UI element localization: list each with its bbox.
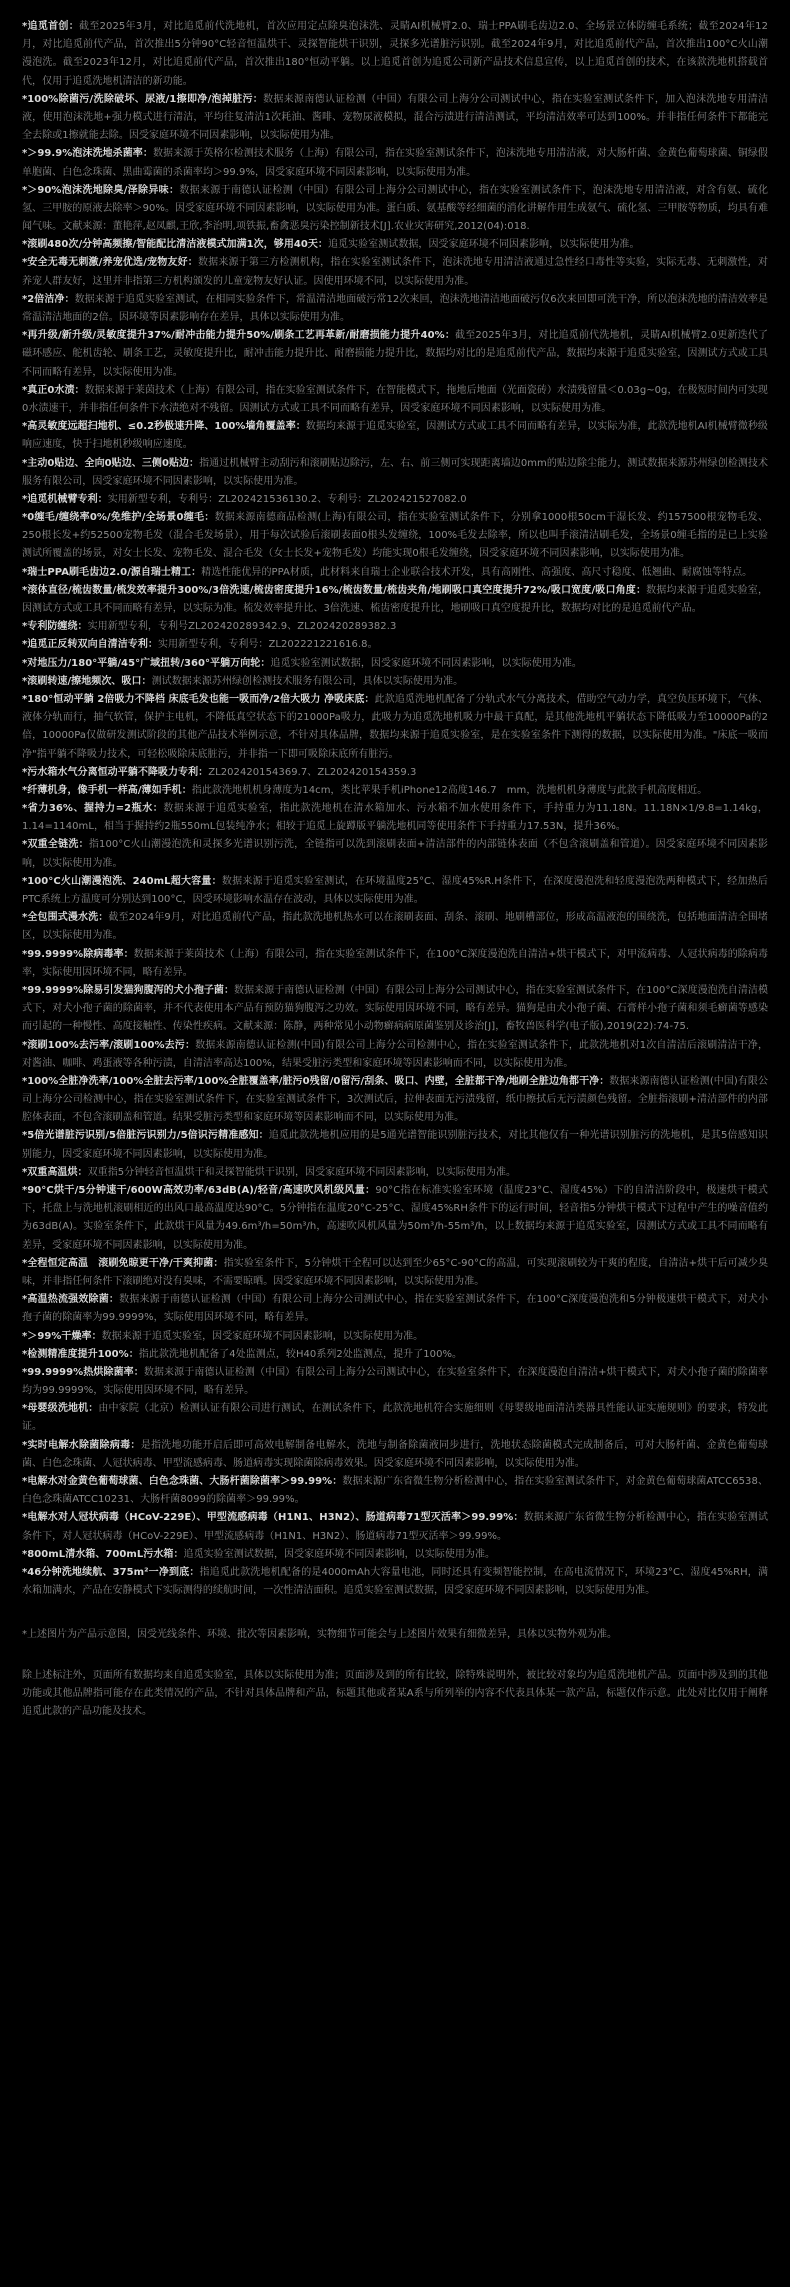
note-body: 数据来源于莱茵技术（上海）有限公司，指在实验室测试条件下，在100°C深度漫泡洗自清洁+烘干模式下，对甲流病毒、人冠状病毒的除病毒率，实际使用因环境不同，略有差异。 xyxy=(22,948,769,978)
disclaimer-note xyxy=(22,673,768,691)
note-body: 实用新型专利，专利号ZL202420289342.9、ZL202420289382.3 xyxy=(87,621,397,633)
disclaimer-note xyxy=(22,1346,768,1364)
note-body: 数据来源于南德认证检测（中国）有限公司上海分公司测试中心，指在实验室测试条件下，在100°C深度漫泡洗自清洁模式下，对犬小孢子菌的除菌率，并不代表使用本产品有预防猫狗腹泻之功效。实际使用因环境不同，略有差异。猫狗是由犬小孢子菌、石膏样小孢子菌和须毛癣菌等感染而引起的一种慢性、高度接触性、传染性疾病。文献来源：陈静，两种常见小动物癣病病原菌鉴别及诊治[J]，畜牧兽医科学(电子版),2019(22):74-75. xyxy=(22,984,768,1033)
note-heading: *滚刷转速/擦地频次、吸口： xyxy=(22,675,152,687)
disclaimer-note xyxy=(22,655,768,673)
note-heading: *瑞士PPA刷毛齿边2.0/源自瑞士精工： xyxy=(22,566,202,578)
note-body: 90°C指在标准实验室环境（温度23°C、湿度45%）下的自清洁阶段中，极速烘干模式下，托盘上与洗地机滚刷相近的出风口最高温度达90°C。5分钟指在温度20°C-25°C、湿度45%RH条件下的运行时间，轻音指5分钟烘干模式下过程中产生的噪音值约为63dB(A)。实验室条件下，此款烘干风量为49.6m³/h=50m³/h，高速吹风机风量为50m³/h-55m³/h，以上数据均来源于追觅实验室，因测试方式或工具不同而略有差异，受家庭环境不同因素影响，以实际使用为准。 xyxy=(22,1185,768,1251)
note-heading: *纤薄机身，像手机一样高/薄如手机： xyxy=(22,784,192,796)
note-heading: *5倍光谱脏污识别/5倍脏污识别力/5倍识污精准感知： xyxy=(22,1130,269,1142)
disclaimer-note xyxy=(22,636,768,654)
disclaimer-note xyxy=(22,1037,768,1073)
note-body: 实用新型专利，专利号：ZL202221221616.8。 xyxy=(157,639,378,651)
disclaimer-note xyxy=(22,1073,768,1128)
note-heading: *对地压力/180°平躺/45°广域扭转/360°平躺万向轮： xyxy=(22,657,271,669)
disclaimer-note xyxy=(22,291,768,327)
note-body: 数据来源广东省微生物分析检测中心，指在实验室测试条件下，对人冠状病毒（HCoV-229E）、甲型流感病毒（H1N1、H3N2）、肠道病毒71型灭活率＞99.99%。 xyxy=(22,1512,768,1542)
disclaimer-notes-list xyxy=(22,18,768,1600)
note-body: 追觅实验室测试数据，因受家庭环境不同因素影响，以实际使用为准。 xyxy=(183,1548,496,1560)
note-heading: *滚体直径/梳齿数量/梳发效率提升300%/3倍洗速/梳齿密度提升16%/梳齿数量/梳齿夹角/地刷吸口真空度提升72%/吸口宽度/吸口角度： xyxy=(22,584,647,596)
note-heading: *滚刷100%去污率/滚刷100%去污： xyxy=(22,1039,196,1051)
note-heading: *真正0水渍： xyxy=(22,384,85,396)
note-heading: *高温热流强效除菌： xyxy=(22,1294,120,1306)
disclaimer-note xyxy=(22,564,768,582)
disclaimer-footer xyxy=(22,1626,768,1721)
note-heading: *100°C火山潮漫泡洗、240mL超大容量： xyxy=(22,875,222,887)
note-body: 精选性能优异的PPA材质，此材料来自瑞士企业联合技术开发，具有高刚性、高强度、高尺寸稳度、低翘曲、耐腐蚀等特点。 xyxy=(201,566,753,578)
note-body: 由中家院（北京）检测认证有限公司进行测试，在测试条件下，此款洗地机符合实施细则《母婴级地面清洁类器具性能认证实施规则》的要求，特发此证。 xyxy=(22,1403,768,1433)
note-body: 此款追觅洗地机配备了分轨式水气分离技术，借助空气动力学，真空负压环境下，气体、液体分轨而行，抽气软管，保护主电机，不降低真空状态下的21000Pa吸力，此吸力为追觅洗地机吸力中最干真配，是其他洗地机平躺状态下降低吸力至10000Pa的2倍，10000Pa仅做研发测试阶段的其他产品技术举例示意，不针对具体品牌，数据均来源于追觅实验室，是在实验室条件下测得的数据，以实际使用为准。"床底一吸而净"指平躺不降吸力技术，可轻松吸除床底脏污，并非指一下即可吸除床底所有脏污。 xyxy=(22,693,769,760)
note-heading: *100%除菌污/洗除破坏、尿液/1擦即净/泡掉脏污： xyxy=(22,93,264,105)
disclaimer-note xyxy=(22,491,768,509)
note-heading: *＞99.9%泡沫洗地杀菌率： xyxy=(22,148,153,160)
note-heading: *99.9999%热烘除菌率： xyxy=(22,1366,144,1378)
note-heading: *＞99%干燥率： xyxy=(22,1330,102,1342)
note-heading: *再升级/新升级/灵敏度提升37%/耐冲击能力提升50%/刷条工艺再革新/耐磨损能力提升40%： xyxy=(22,330,456,342)
note-heading: *追觅首创： xyxy=(22,21,80,32)
disclaimer-note xyxy=(22,1127,768,1163)
disclaimer-note xyxy=(22,1546,768,1564)
note-heading: *双重全链洗： xyxy=(22,839,89,851)
disclaimer-note xyxy=(22,1473,768,1509)
disclaimer-note xyxy=(22,946,768,982)
note-body: 截至2024年9月，对比追觅前代产品，指此款洗地机热水可以在滚刷表面、刮条、滚刷、地刷槽部位，形成高温液泡的围绕洗，包括地面清洁全围堵区，以实际使用为准。 xyxy=(22,912,768,942)
note-heading: *主动0贴边、全向0贴边、三侧0贴边： xyxy=(22,457,200,469)
disclaimer-note xyxy=(22,254,768,290)
disclaimer-note xyxy=(22,764,768,782)
disclaimer-note xyxy=(22,182,768,237)
disclaimer-note xyxy=(22,1437,768,1473)
disclaimer-note xyxy=(22,909,768,945)
disclaimer-note xyxy=(22,382,768,418)
note-heading: *＞90%泡沫洗地除臭/泽除异味： xyxy=(22,184,180,196)
note-body: 指实验室条件下，5分钟烘干全程可以达到至少65°C-90°C的高温，可实现滚刷较为干爽的程度，自清洁+烘干后可减少臭味，并非指任何条件下滚刷绝对没有臭味，不需要晾晒。因受家庭环境不同因素影响，以实际使用为准。 xyxy=(22,1257,768,1287)
disclaimer-note xyxy=(22,327,768,382)
note-body: 指100°C火山潮漫泡洗和灵探多光谱识别污洗，全链指可以洗到滚刷表面+清洁部件的内部链体表面（不包含滚刷盖和管道）。因受家庭环境不同因素影响，以实际使用为准。 xyxy=(22,839,768,869)
footer-disclaimer-paragraph: 除上述标注外，页面所有数据均来自追觅实验室，具体以实际使用为准；页面涉及到的所有比较，除特殊说明外，被比较对象均为追觅洗地机产品。页面中涉及到的其他功能或其他品牌指可能存在此类情况的产品，不针对具体品牌和产品，标题其他或者某A系与所列举的内容不代表具体某一款产品，标题仅作示意。此处对比仅用于阐释追觅此款的产品功能及技术。 xyxy=(22,1669,768,1717)
note-body: ZL202420154369.7、ZL202420154359.3 xyxy=(208,766,417,778)
disclaimer-note xyxy=(22,236,768,254)
note-body: 数据均来源于追觅实验室，因测试方式或工具不同而略有差异，以实际为准。梳发效率提升比、3倍洗速、梳齿密度提升比，地刷吸口真空度提升比，数据均对比的是追觅前代产品。 xyxy=(22,584,768,614)
note-body: 数据来源于第三方检测机构，指在实验室测试条件下，泡沫洗地专用清洁液通过急性经口毒性等实验，实际无毒、无刺激性，对养宠人群友好，这里并非指第三方机构颁发的儿童宠物友好认证。因使用环境不同，以实际使用为准。 xyxy=(22,257,768,287)
disclaimer-note xyxy=(22,1364,768,1400)
note-body: 测试数据来源苏州绿创检测技术服务有限公司，具体以实际使用为准。 xyxy=(151,675,464,687)
note-body: 指通过机械臂主动刮污和滚刷贴边除污，左、右、前三侧可实现距离墙边0mm的贴边除尘能力，测试数据来源苏州绿创检测技术服务有限公司，因受家庭环境不同因素影响，以实际使用为准。 xyxy=(22,457,768,487)
note-heading: *追觅机械臂专利： xyxy=(22,493,108,505)
note-heading: *电解水对人冠状病毒（HCoV-229E）、甲型流感病毒（H1N1、H3N2）、肠道病毒71型灭活率＞99.99%： xyxy=(22,1512,524,1524)
note-heading: *800mL清水箱、700mL污水箱： xyxy=(22,1548,184,1560)
note-body: 截至2025年3月，对比追觅前代洗地机，首次应用定点除臭泡沫洗、灵睛AI机械臂2.0、瑞士PPA刷毛齿边2.0、全场景立体防缠毛系统；截至2024年12月，对比追觅前代产品，首次推出5分钟90°C轻音恒温烘干、灵探智能烘干识别，灵探多光谱脏污识别。截至2024年9月，对比追觅前代产品，首次推出100°C火山潮漫泡洗。截至2023年12月，对比追觅前代产品，首次推出180°恒动平躺。以上追觅首创为追觅公司新产品技术信息宣传，以上追觅首创的技术，在该款洗地机搭载首代，仅用于追觅洗地机清洁的新功能。 xyxy=(22,21,768,87)
disclaimer-note xyxy=(22,582,768,618)
note-body: 数据来源于英格尔检测技术服务（上海）有限公司，指在实验室测试条件下，泡沫洗地专用清洁液，对大肠杆菌、金黄色葡萄球菌、铜绿假单胞菌、白色念珠菌、黑曲霉菌的杀菌率均＞99.9%，因受家庭环境不同因素影响，以实际使用为准。 xyxy=(22,148,768,178)
note-body: 数据来源南德认证检测(中国)有限公司上海分公司检测中心，指在实验室测试条件下，此款洗地机对1次自清洁后滚刷清洁干净，对酱油、咖啡、鸡蛋液等各种污渍，自清洁率高达100%，结果受脏污类型和家庭环境等因素影响而不同，以实际使用为准。 xyxy=(22,1039,768,1069)
disclaimer-note xyxy=(22,418,768,454)
note-body: 数据来源南德认证检测(中国)有限公司上海分公司检测中心，指在实验室测试条件下，在实验室测试条件下，3次测试后，拉伸表面无污渍残留，纸巾擦拭后无污渍颜色残留。全脏指滚刷+清洁部件的内部腔体表面，不包含滚刷盖和管道。结果受脏污类型和家庭环境等因素影响而不同，以实际使用为准。 xyxy=(22,1075,769,1124)
note-body: 数据来源于追觅实验室，指此款洗地机在清水箱加水、污水箱不加水使用条件下，手持重力为11.18N。11.18N×1/9.8=1.14kg，1.14=1140mL，相当于握持约2瓶550mL包装纯净水；相较于追觅上旋蹲版平躺洗地机同等使用条件下手持重力17.53N，提升36%。 xyxy=(22,803,768,833)
note-heading: *高灵敏度远超扫地机、≤0.2秒极速升降、100%墙角覆盖率： xyxy=(22,421,306,433)
disclaimer-note xyxy=(22,1328,768,1346)
disclaimer-note xyxy=(22,18,768,91)
disclaimer-note xyxy=(22,618,768,636)
disclaimer-note xyxy=(22,509,768,564)
note-heading: *污水箱水气分离恒动平躺不降吸力专利： xyxy=(22,766,209,778)
note-body: 数据来源于追觅实验室，因受家庭环境不同因素影响，以实际使用为准。 xyxy=(101,1330,424,1342)
disclaimer-note xyxy=(22,782,768,800)
disclaimer-note xyxy=(22,873,768,909)
note-heading: *99.9999%除易引发猫狗腹泻的犬小孢子菌： xyxy=(22,984,235,996)
note-heading: *电解水对金黄色葡萄球菌、白色念珠菌、大肠杆菌除菌率＞99.99%： xyxy=(22,1476,343,1487)
note-body: 双重指5分钟轻音恒温烘干和灵探智能烘干识别，因受家庭环境不同因素影响，以实际使用为准。 xyxy=(87,1166,517,1178)
disclaimer-note xyxy=(22,1164,768,1182)
note-body: 数据来源于追觅实验室测试，在环境温度25°C、湿度45%R.H条件下，在深度漫泡洗和轻度漫泡洗两种模式下，经加热后PTC系统上方温度可分别达到100°C，因受环境影响水温存在波动，具体以实际使用为准。 xyxy=(22,875,768,905)
note-heading: *实时电解水除菌除病毒： xyxy=(22,1439,141,1451)
note-heading: *180°恒动平躺 2倍吸力不降档 床底毛发也能一吸而净/2倍大吸力 净吸床底： xyxy=(22,693,375,705)
note-heading: *母婴级洗地机： xyxy=(22,1403,99,1415)
note-body: 数据来源南德认证检测（中国）有限公司上海分公司测试中心，指在实验室测试条件下，加入泡沫洗地专用清洁液，使用泡沫洗地+强力模式进行清洁，平均往复清洁1次耗油、酱啡、宠物尿液模拟，混合污渍进行清洁测试，平均清洁效率可达到100%。并非指任何条件下都能完全去除或1擦就能去除。因受家庭环境不同因素影响，以实际使用为准。 xyxy=(22,93,768,142)
disclaimer-note xyxy=(22,836,768,872)
note-body: 追觅实验室测试数据，因受家庭环境不同因素影响，以实际使用为准。 xyxy=(270,657,582,669)
note-heading: *2倍洁净： xyxy=(22,293,75,305)
note-body: 数据来源于南德认证检测（中国）有限公司上海分公司测试中心，指在实验室测试条件下，在100°C深度漫泡洗和5分钟极速烘干模式下，对犬小孢子菌的除菌率为99.9999%，实际使用因环境不同，略有差异。 xyxy=(22,1294,768,1324)
note-heading: *全程恒定高温 滚刷免晾更干净/干爽抑菌： xyxy=(22,1257,224,1269)
disclaimer-note xyxy=(22,1182,768,1255)
disclaimer-note xyxy=(22,1400,768,1436)
note-heading: *100%全脏净洗率/100%全脏去污率/100%全脏覆盖率/脏污0残留/0留污/刮条、吸口、内壁，全脏都干净/地刷全脏边角都干净： xyxy=(22,1075,610,1087)
note-heading: *安全无毒无刺激/养宠优选/宠物友好： xyxy=(22,257,198,269)
disclaimer-note xyxy=(22,1509,768,1545)
note-body: 截至2025年3月，对比追觅前代洗地机，灵睛AI机械臂2.0更新迭代了磁环感应、舵机齿轮、刷条工艺，灵敏度提升比，耐冲击能力提升比、耐磨损能力提升比，数据均对比的是追觅前代产品，数据均来源于追觅实验室，因测试方式或工具不同而略有差异，以实际使用为准。 xyxy=(22,330,768,378)
note-body: 追觅实验室测试数据，因受家庭环境不同因素影响，以实际使用为准。 xyxy=(327,239,640,251)
note-body: 数据来源于追觅实验室测试，在相同实验条件下，常温清洁地面破污常12次来回，泡沫洗地清洁地面破污仅6次来回即可洗干净，所以泡沫洗地的清洁效率是常温清洁地面的2倍。因环境等因素影响存在差异，具体以实际使用为准。 xyxy=(22,293,768,323)
note-heading: *90°C烘干/5分钟速干/600W高效功率/63dB(A)/轻音/高速吹风机级风量： xyxy=(22,1185,376,1196)
note-body: 数据来源南德商品检测(上海)有限公司，指在实验室测试条件下，分别拿1000根50cm干湿长发、约157500根宠物毛发、250根长发+约52500宠物毛发（混合毛发场景），用于每次试验后滚刷表面0根头发缠绕，100%毛发去除率，所以也叫手滚清洁刷毛发，全场景0缠毛指的是已上实验测试所覆盖的场景，对女士长发、宠物毛发、混合毛发（女士长发+宠物毛发）均能实现0根毛发缠绕，因受家庭环境不同因素影响，以实际使用为准。 xyxy=(22,512,768,560)
note-heading: *省力36%、握持力=2瓶水： xyxy=(22,803,164,815)
note-body: 数据来源于莱茵技术（上海）有限公司，指在实验室测试条件下，在智能模式下，拖地后地面（光面瓷砖）水渍残留量＜0.03g~0g，在极短时间内可实现0水渍速干，并非指任何条件下水渍绝对不残留。因测试方式或工具不同而略有差异，因受家庭环境不同因素影响，以实际使用为准。 xyxy=(22,384,768,414)
note-body: 指追觅此款洗地机配备的是4000mAh大容量电池，同时还具有变频智能控制，在高电流情况下，环境23°C、湿度45%RH，满水箱加满水，产品在安静模式下实际测得的续航时间，一次性清洁面积。追觅实验室测试数据，因受家庭环境不同因素影响，以实际使用为准。 xyxy=(22,1566,768,1597)
disclaimer-note xyxy=(22,455,768,491)
note-body: 数据来源于南德认证检测（中国）有限公司上海分公司测试中心，在实验室条件下，在深度漫泡自清洁+烘干模式下，对犬小孢子菌的除菌率均为99.9999%，实际使用因环境不同，略有差异。 xyxy=(22,1366,768,1397)
note-body: 数据均来源于追觅实验室，因测试方式或工具不同而略有差异，以实际为准，此款洗地机AI机械臂微秒级响应速度，快于扫地机秒级响应速度。 xyxy=(22,421,768,451)
note-heading: *滚刷480次/分钟高频擦/智能配比清洁液模式加满1次，够用40天： xyxy=(22,239,328,251)
footer-disclaimer-paragraph: *上述图片为产品示意图，因受光线条件、环境、批次等因素影响，实物细节可能会与上述图片效果有细微差异，具体以实物外观为准。 xyxy=(22,1629,617,1641)
note-body: 数据来源于南德认证检测（中国）有限公司上海分公司测试中心，指在实验室测试条件下，泡沫洗地专用清洁液，对含有氨、硫化氢、三甲胺的原液去除率＞90%。因受家庭环境不同因素影响，以实际使用为准。蛋白质、氨基酸等经细菌的消化讲解作用生成氨气、硫化氢、三甲胺等物质，均具有难闻气味。文献来源：董艳萍,赵凤麒,王欣,李治明,项铁振,畜禽恶臭污染控制新技术[J].农业灾害研究,2012(04):018. xyxy=(22,184,768,233)
disclaimer-note xyxy=(22,1564,768,1600)
note-body: 实用新型专利，专利号：ZL202421536130.2、专利号：ZL202421527082.0 xyxy=(107,493,467,505)
note-body: 指此款洗地机机身薄度为14cm，类比苹果手机iPhone12高度146.7 mm，洗地机机身薄度与此款手机高度相近。 xyxy=(191,784,708,796)
note-heading: *全包围式漫水洗： xyxy=(22,912,109,924)
note-body: 指此款洗地机配备了4处监测点，较H40系列2处监测点，提升了100%。 xyxy=(138,1348,463,1360)
note-body: 追觅此款洗地机应用的是5通光谱智能识别脏污技术，对比其他仅有一种光谱识别脏污的洗地机，是其5倍感知识别能力，因受家庭环境不同因素影响，以实际使用为准。 xyxy=(22,1130,768,1160)
note-body: 数据来源广东省微生物分析检测中心，指在实验室测试条件下，对金黄色葡萄球菌ATCC6538、白色念珠菌ATCC10231、大肠杆菌8099的除菌率＞99.99%。 xyxy=(22,1476,768,1506)
note-heading: *双重高温烘： xyxy=(22,1166,88,1178)
note-heading: *专利防缠绕： xyxy=(22,621,88,633)
disclaimer-note xyxy=(22,91,768,146)
note-heading: *追觅正反转双向自清洁专利： xyxy=(22,639,158,651)
note-heading: *检测精准度提升100%： xyxy=(22,1348,139,1360)
disclaimer-note xyxy=(22,145,768,181)
disclaimer-note xyxy=(22,800,768,836)
note-heading: *46分钟洗地续航、375m²一净到底： xyxy=(22,1566,200,1578)
note-body: 是指洗地功能开启后即可高效电解制备电解水，洗地与制备除菌液同步进行，洗地状态除菌模式完成制备后，可对大肠杆菌、金黄色葡萄球菌、白色念珠菌、人冠状病毒、甲型流感病毒、肠道病毒实现除菌除病毒效果。因受家庭环境不同因素影响，以实际使用为准。 xyxy=(22,1439,768,1469)
disclaimer-note xyxy=(22,1255,768,1291)
note-heading: *0缠毛/缠绕率0%/免维护/全场景0缠毛： xyxy=(22,512,215,524)
disclaimer-note xyxy=(22,982,768,1037)
disclaimer-note xyxy=(22,1291,768,1327)
disclaimer-note xyxy=(22,691,768,764)
note-heading: *99.9999%除病毒率： xyxy=(22,948,134,960)
